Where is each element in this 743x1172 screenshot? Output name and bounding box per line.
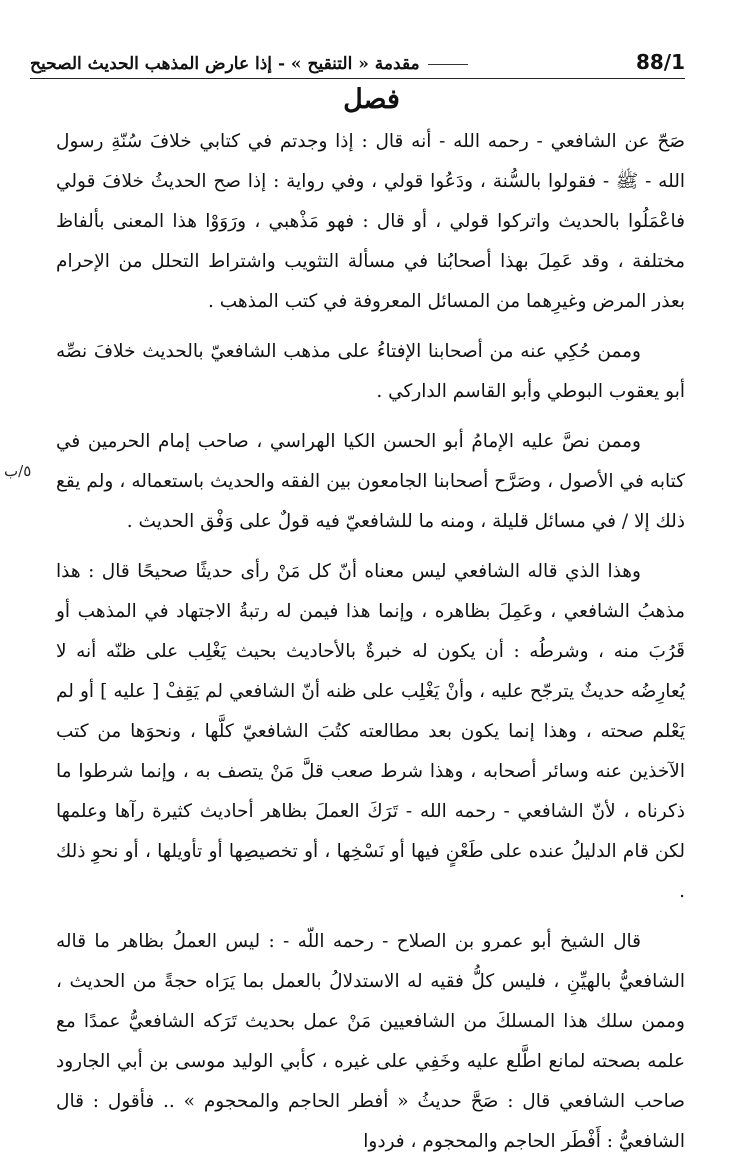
page-body (56, 122, 685, 1172)
paragraph: وممن حُكِي عنه من أصحابنا الإفتاءُ على مذهب الشافعيّ بالحديث خلافَ نصِّه أبو يعقوب البوطي وأبو القاسم الداركي . (56, 341, 685, 402)
page-number: 88/1 (635, 50, 685, 74)
running-title: مقدمة « التنقيح » - إذا عارض المذهب الحديث الصحيح (30, 54, 420, 74)
paragraph: قال الشيخ أبو عمرو بن الصلاح - رحمه اللّه - : ليس العملُ بظاهر ما قاله الشافعيُّ بالهيِّنِ ، فليس كلُّ فقيه له الاستدلالُ بالعمل بما يَرَاه حجةً من الحديث ، وممن سلك هذا المسلكَ من الشافعيين مَنْ عمل بحديث تَرَكه الشافعيُّ عمدًا مع علمه بصحته لمانع اطَّلع عليه وخَفِي على غيره ، كأبي الوليد موسى بن أبي الجارود صاحب الشافعي قال : صَحَّ حديثُ « أفطر الحاجم والمحجوم » .. فأقول : قال الشافعيُّ : أَفْطَر الحاجم والمحجوم ، فردوا (56, 931, 685, 1152)
margin-folio-note: ٥/ب (4, 462, 32, 480)
paragraph: وممن نصَّ عليه الإمامُ أبو الحسن الكيا الهراسي ، صاحب إمام الحرمين في كتابه في الأصول ، وصَرَّح أصحابنا الجامعون بين الفقه والحديث باستعماله ، ولم يقع ذلك إلا / في مسائل قليلة ، ومنه ما للشافعيّ فيه قولٌ على وَفْق الحديث . (56, 431, 685, 532)
running-header-group (30, 54, 476, 74)
header-dash-rule (428, 64, 468, 65)
paragraph: صَحّ عن الشافعي - رحمه الله - أنه قال : إذا وجدتم في كتابي خلافَ سُنّةِ رسول الله - ﷺ - فقولوا بالسُّنة ، ودَعُوا قولي ، وفي رواية : إذا صح الحديثُ خلافَ قولي فاعْمَلُوا بالحديث واتركوا قولي ، أو قال : فهو مَذْهبي ، ورَوَوْا هذا المعنى بألفاظ مختلفة ، وقد عَمِلَ بهذا أصحابُنا في مسألة التثويب واشتراط التحلل من الإحرام بعذر المرض وغيرِهما من المسائل المعروفة في كتب المذهب . (56, 131, 685, 312)
paragraph: وهذا الذي قاله الشافعي ليس معناه أنّ كل مَنْ رأى حديثًا صحيحًا قال : هذا مذهبُ الشافعي ، وعَمِلَ بظاهره ، وإنما هذا فيمن له رتبةُ الاجتهاد في المذهب أو قَرُبَ منه ، وشرطُه : أن يكون له خبرةٌ بالأحاديث بحيث يَغْلِب على ظنّه أنه لا يُعارِضُه حديثٌ يترجّح عليه ، وأنْ يَغْلِب على ظنه أنّ الشافعي لم يَقِفْ [ عليه ] أو لم يَعْلم صحته ، وهذا إنما يكون بعد مطالعته كتُبَ الشافعيّ كلَّها ، ونحوَها من كتب الآخذين عنه وسائر أصحابه ، وهذا شرط صعب قلَّ مَنْ يتصف به ، وإنما شرطوا ما ذكرناه ، لأنّ الشافعي - رحمه الله - تَرَكَ العملَ بظاهر أحاديث كثيرة رآها وعلمها لكن قام الدليلُ عنده على طَعْنٍ فيها أو نَسْخِها ، أو تخصيصِها أو تأويلها ، أو نحوِ ذلك . (56, 561, 685, 902)
page-header (30, 40, 685, 79)
section-title: فصل (343, 84, 400, 115)
